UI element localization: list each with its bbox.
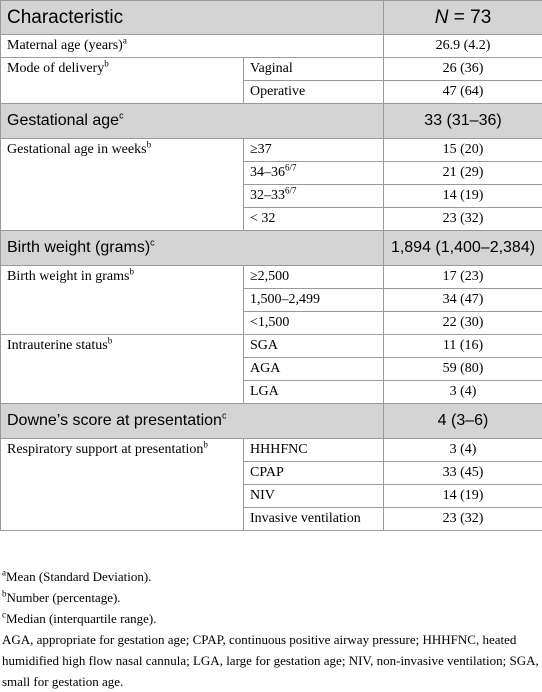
row-value: 15 (20) <box>384 139 542 162</box>
table-row <box>1 35 542 58</box>
row-value: 21 (29) <box>384 162 542 185</box>
table-header-row <box>1 1 542 35</box>
table-row <box>1 139 542 162</box>
row-value: 17 (23) <box>384 266 542 289</box>
row-sublabel: ≥2,500 <box>244 266 384 289</box>
footnote-abbreviations: AGA, appropriate for gestation age; CPAP, continuous positive airway pressure; HHHFNC, heated humidified high flow nasal cannula; LGA, large for gestation age; NIV, non-invasive ventilation; SGA, small for gestation age. <box>2 629 540 692</box>
row-label: Gestational age in weeks$^b$ <box>1 139 244 231</box>
row-value: 3 (4) <box>384 381 542 404</box>
row-sublabel: ≥37 <box>244 139 384 162</box>
row-value: 14 (19) <box>384 485 542 508</box>
row-sublabel: LGA <box>244 381 384 404</box>
row-label: Respiratory support at presentation$^b$ <box>1 439 244 531</box>
row-value: 34 (47) <box>384 289 542 312</box>
section-value: 33 (31–36) <box>384 104 542 139</box>
row-sublabel: 1,500–2,499 <box>244 289 384 312</box>
section-row <box>1 404 542 439</box>
section-value: 4 (3–6) <box>384 404 542 439</box>
row-value: 11 (16) <box>384 335 542 358</box>
section-label: Downe’s score at presentation$^c$ <box>1 404 384 439</box>
footnote-a: $^a$Mean (Standard Deviation). <box>2 566 540 587</box>
row-value: 23 (32) <box>384 508 542 531</box>
table-row <box>1 58 542 81</box>
header-n <box>384 1 542 35</box>
row-sublabel: <1,500 <box>244 312 384 335</box>
row-value: 3 (4) <box>384 439 542 462</box>
header-characteristic: Characteristic <box>1 1 384 35</box>
section-row <box>1 231 542 266</box>
table-row <box>1 266 542 289</box>
row-value: 33 (45) <box>384 462 542 485</box>
section-value: 1,894 (1,400–2,384) <box>384 231 542 266</box>
footnote-b: $^b$Number (percentage). <box>2 587 540 608</box>
row-value: 14 (19) <box>384 185 542 208</box>
row-sublabel: $32-33^{6/7}$ <box>244 185 384 208</box>
section-row <box>1 104 542 139</box>
row-label: Maternal age (years)$^a$ <box>1 35 384 58</box>
row-sublabel: CPAP <box>244 462 384 485</box>
row-sublabel: Operative <box>244 81 384 104</box>
row-value: 22 (30) <box>384 312 542 335</box>
row-value: 59 (80) <box>384 358 542 381</box>
row-value: 26.9 (4.2) <box>384 35 542 58</box>
row-sublabel: NIV <box>244 485 384 508</box>
table-footnotes <box>0 566 542 692</box>
section-label: Gestational age$^c$ <box>1 104 384 139</box>
row-sublabel: < 32 <box>244 208 384 231</box>
row-value: 26 (36) <box>384 58 542 81</box>
row-sublabel: Vaginal <box>244 58 384 81</box>
header-n-symbol: N <box>435 7 449 28</box>
row-label: Mode of delivery$^b$ <box>1 58 244 104</box>
row-sublabel: $34-36^{6/7}$ <box>244 162 384 185</box>
row-label: Intrauterine status$^b$ <box>1 335 244 404</box>
section-label: Birth weight (grams)$^c$ <box>1 231 384 266</box>
row-value: 23 (32) <box>384 208 542 231</box>
row-sublabel: AGA <box>244 358 384 381</box>
header-n-value: = 73 <box>448 7 491 28</box>
row-value: 47 (64) <box>384 81 542 104</box>
row-label: Birth weight in grams$^b$ <box>1 266 244 335</box>
row-sublabel: Invasive ventilation <box>244 508 384 531</box>
row-sublabel: SGA <box>244 335 384 358</box>
table-row <box>1 335 542 358</box>
table-row <box>1 439 542 462</box>
row-sublabel: HHHFNC <box>244 439 384 462</box>
footnote-c: $^c$Median (interquartile range). <box>2 608 540 629</box>
